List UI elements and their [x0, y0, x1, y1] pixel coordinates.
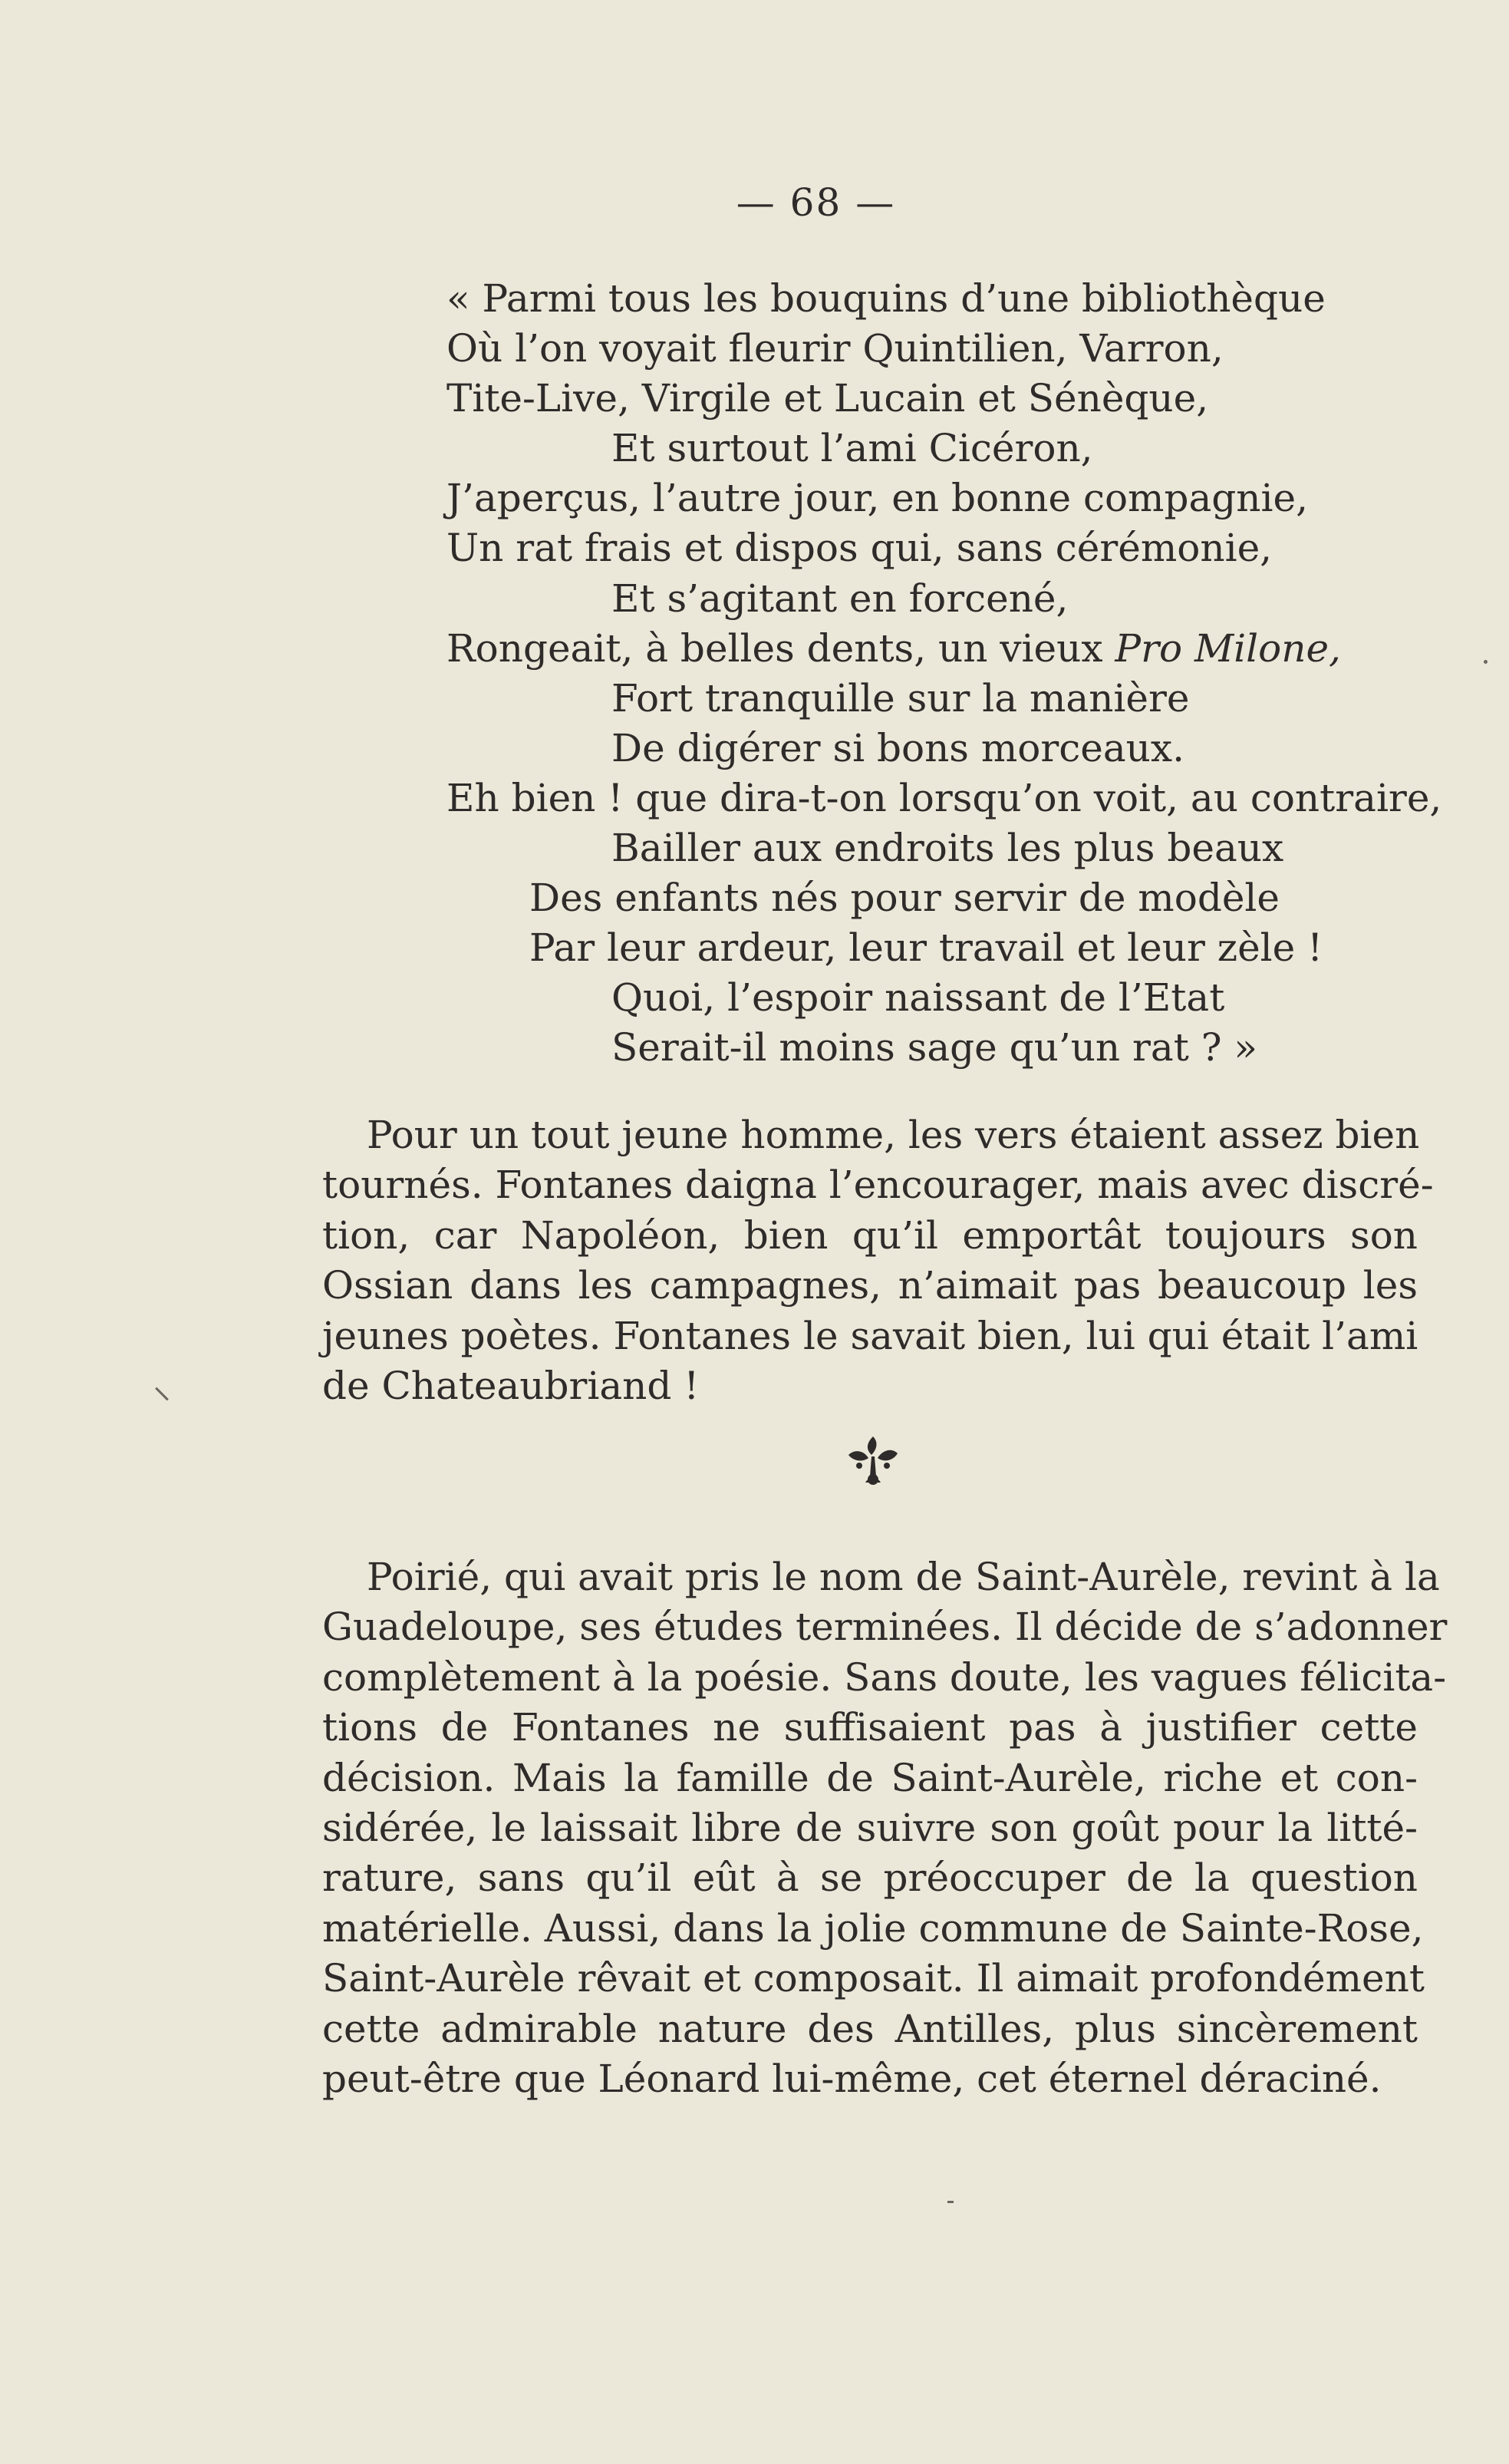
paragraph-line: cette admirable nature des Antilles, plus sincèrement — [322, 2006, 1418, 2051]
poem-line: Un rat frais et dispos qui, sans cérémonie, — [446, 526, 1273, 571]
poem-line: De digérer si bons morceaux. — [611, 725, 1184, 770]
paragraph-line: matérielle. Aussi, dans la jolie commune de Sainte-Rose, — [322, 1905, 1424, 1951]
paragraph-line: Pour un tout jeune homme, les vers étaient assez bien — [367, 1113, 1420, 1157]
poem-line: Bailler aux endroits les plus beaux — [611, 826, 1284, 871]
paragraph-line: tournés. Fontanes daigna l’encourager, mais avec discré- — [322, 1163, 1434, 1208]
poem-quotation — [446, 274, 1444, 1074]
poem-line: Par leur ardeur, leur travail et leur zèle ! — [529, 925, 1323, 971]
paragraph-2 — [322, 1552, 1448, 2104]
paragraph-line: Saint-Aurèle rêvait et composait. Il aimait profondément — [322, 1956, 1425, 2001]
page-number: — 68 — — [736, 180, 896, 225]
italic-title-pro-milone: Pro Milone, — [1115, 625, 1341, 671]
paper-speck — [155, 1387, 169, 1401]
poem-line: Et s’agitant en forcené, — [611, 576, 1069, 621]
paragraph-line: jeunes poètes. Fontanes le savait bien, lui qui était l’ami — [322, 1313, 1418, 1358]
paragraph-line: Ossian dans les campagnes, n’aimait pas beaucoup les — [322, 1263, 1418, 1308]
poem-line: « Parmi tous les bouquins d’une bibliothèque — [446, 276, 1326, 321]
paragraph-line: Poirié, qui avait pris le nom de Saint-Aurèle, revint à la — [367, 1555, 1440, 1599]
paragraph-line: complètement à la poésie. Sans doute, les vagues félicita- — [322, 1654, 1447, 1700]
poem-line: J’aperçus, l’autre jour, en bonne compagnie, — [446, 476, 1308, 521]
paragraph-line: tion, car Napoléon, bien qu’il emportât toujours son — [322, 1212, 1418, 1258]
paragraph-line: sidérée, le laissait libre de suivre son goût pour la litté- — [322, 1805, 1418, 1850]
paragraph-1 — [322, 1110, 1434, 1411]
poem-line: Fort tranquille sur la manière — [611, 675, 1190, 721]
paragraph-line: tions de Fontanes ne suffisaient pas à justifier cette — [322, 1705, 1418, 1750]
paper-speck — [947, 2201, 954, 2203]
paragraph-line: rature, sans qu’il eût à se préoccuper de la question — [322, 1855, 1418, 1901]
paper-speck — [1484, 660, 1488, 664]
poem-line-text: Rongeait, à belles dents, un vieux — [446, 625, 1115, 671]
paragraph-line: Guadeloupe, ses études terminées. Il décide de s’adonner — [322, 1605, 1448, 1650]
poem-line: Et surtout l’ami Cicéron, — [611, 426, 1093, 471]
paragraph-line: peut-être que Léonard lui-même, cet éternel déraciné. — [322, 2056, 1382, 2101]
poem-line — [446, 624, 1444, 674]
poem-line: Eh bien ! que dira-t-on lorsqu’on voit, au contraire, — [446, 775, 1442, 820]
poem-line: Serait-il moins sage qu’un rat ? » — [611, 1025, 1258, 1070]
poem-line: Où l’on voyait fleurir Quintilien, Varron, — [446, 326, 1224, 371]
poem-line: Des enfants nés pour servir de modèle — [529, 876, 1280, 921]
poem-line: Quoi, l’espoir naissant de l’Etat — [611, 975, 1225, 1021]
paragraph-line: de Chateaubriand ! — [322, 1363, 700, 1408]
paragraph-line: décision. Mais la famille de Saint-Aurèle, riche et con- — [322, 1755, 1418, 1800]
fleuron-icon — [842, 1432, 904, 1487]
poem-line: Tite-Live, Virgile et Lucain et Sénèque, — [446, 376, 1209, 421]
